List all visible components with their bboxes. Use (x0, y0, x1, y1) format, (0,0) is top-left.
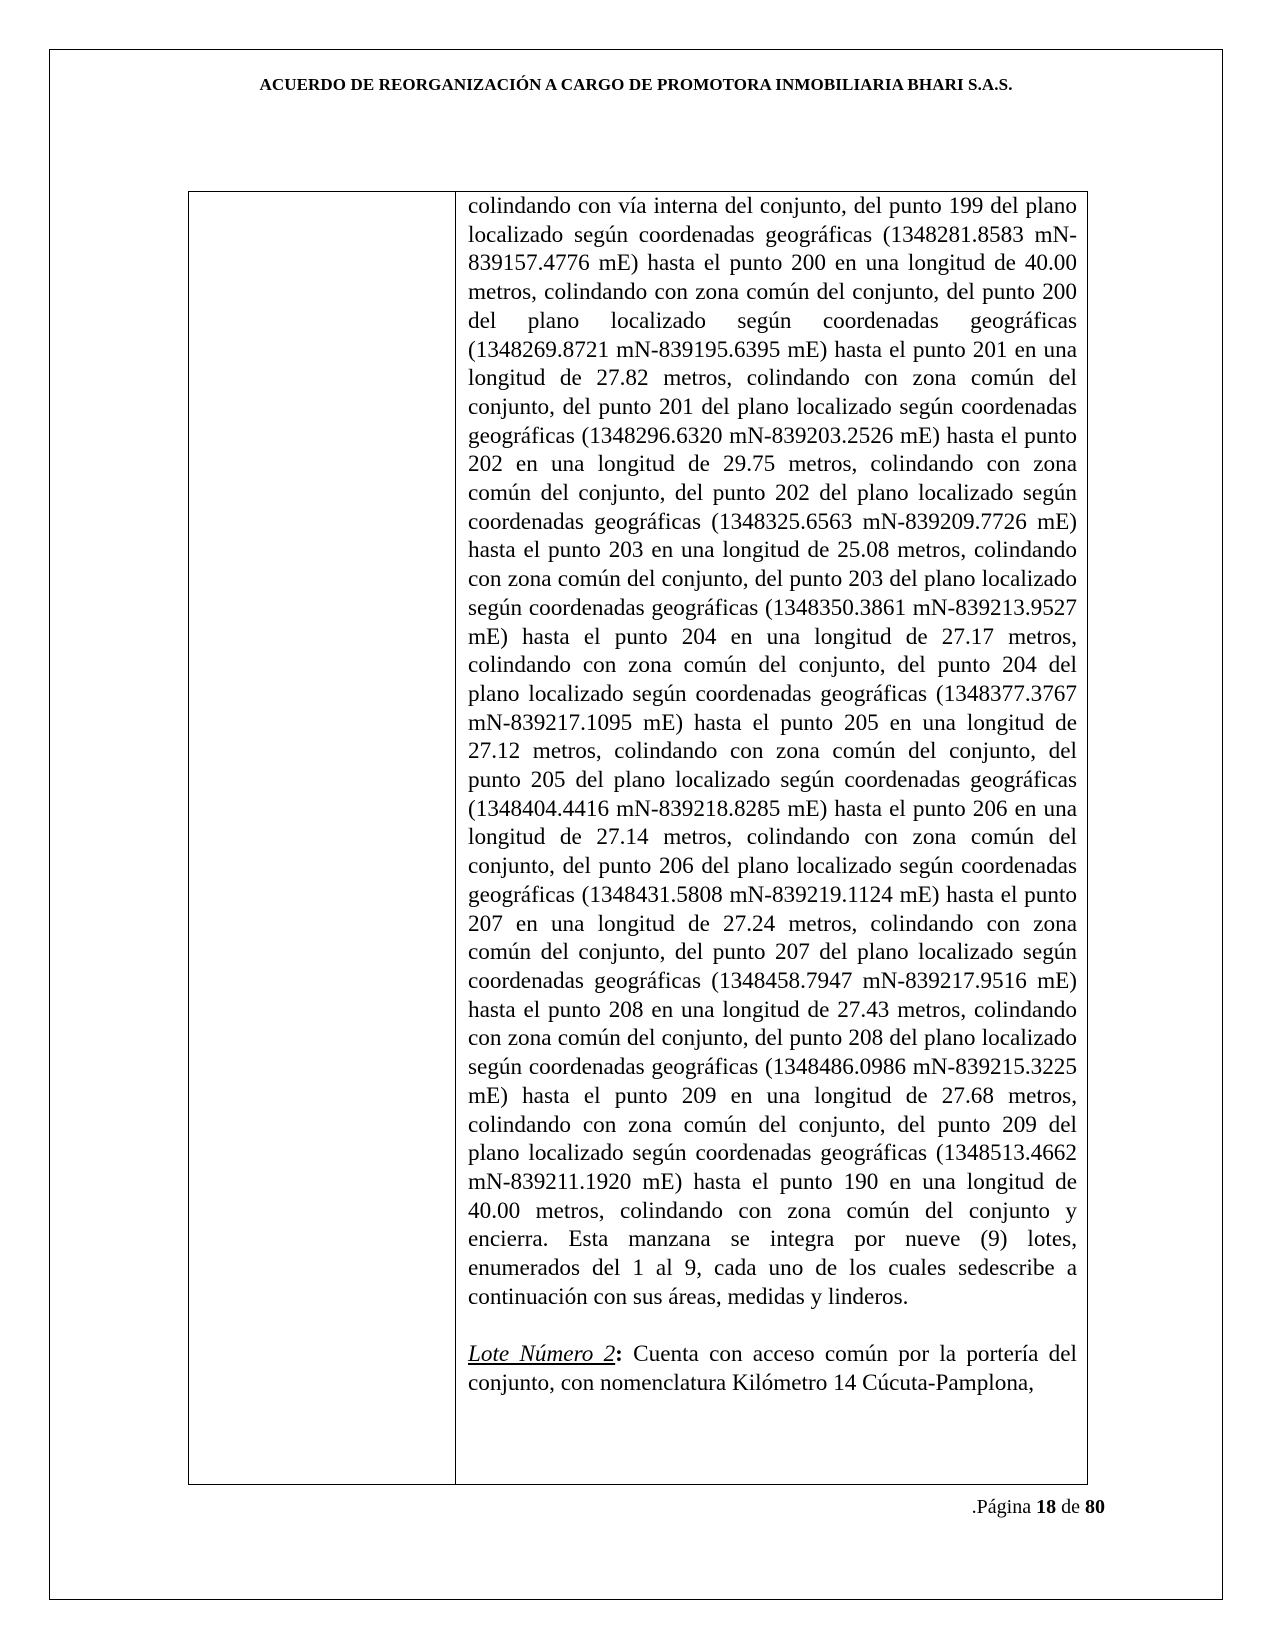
total-pages-number: 80 (1085, 1496, 1105, 1518)
table-cell-description (456, 192, 1088, 1485)
footer-of: de (1056, 1496, 1085, 1518)
document-header-title: ACUERDO DE REORGANIZACIÓN A CARGO DE PROMOTORA INMOBILIARIA BHARI S.A.S. (259, 75, 1013, 94)
lot-paragraph (468, 1340, 1077, 1397)
lot-colon: : (615, 1341, 623, 1368)
boundary-description-paragraph: colindando con vía interna del conjunto, del punto 199 del plano localizado según coordenadas geográficas (1348281.8583 mN-839157.4776 mE) hasta el punto 200 en una longitud de 40.00 metros, colindando con zona común del conjunto, del punto 200 del plano localizado según coordenadas geográficas (1348269.8721 mN-839195.6395 mE) hasta el punto 201 en una longitud de 27.82 metros, colindando con zona común del conjunto, del punto 201 del plano localizado según coordenadas geográficas (1348296.6320 mN-839203.2526 mE) hasta el punto 202 en una longitud de 29.75 metros, colindando con zona común del conjunto, del punto 202 del plano localizado según coordenadas geográficas (1348325.6563 mN-839209.7726 mE) hasta el punto 203 en una longitud de 25.08 metros, colindando con zona común del conjunto, del punto 203 del plano localizado según coordenadas geográficas (1348350.3861 mN-839213.9527 mE) hasta el punto 204 en una longitud de 27.17 metros, colindando con zona común del conjunto, del punto 204 del plano localizado según coordenadas geográficas (1348377.3767 mN-839217.1095 mE) hasta el punto 205 en una longitud de 27.12 metros, colindando con zona común del conjunto, del punto 205 del plano localizado según coordenadas geográficas (1348404.4416 mN-839218.8285 mE) hasta el punto 206 en una longitud de 27.14 metros, colindando con zona común del conjunto, del punto 206 del plano localizado según coordenadas geográficas (1348431.5808 mN-839219.1124 mE) hasta el punto 207 en una longitud de 27.24 metros, colindando con zona común del conjunto, del punto 207 del plano localizado según coordenadas geográficas (1348458.7947 mN-839217.9516 mE) hasta el punto 208 en una longitud de 27.43 metros, colindando con zona común del conjunto, del punto 208 del plano localizado según coordenadas geográficas (1348486.0986 mN-839215.3225 mE) hasta el punto 209 en una longitud de 27.68 metros, colindando con zona común del conjunto, del punto 209 del plano localizado según coordenadas geográficas (1348513.4662 mN-839211.1920 mE) hasta el punto 190 en una longitud de 40.00 metros, colindando con zona común del conjunto y encierra. Esta manzana se integra por nueve (9) lotes, enumerados del 1 al 9, cada uno de los cuales sedescribe a continuación con sus áreas, medidas y linderos. (468, 193, 1077, 1310)
table-row (189, 192, 1088, 1485)
footer-prefix: .Página (971, 1496, 1037, 1518)
table-cell-left-empty (189, 192, 456, 1485)
current-page-number: 18 (1036, 1496, 1057, 1518)
lot-description-text: Cuenta con acceso común por la portería del conjunto, con nomenclatura Kilómetro 14 Cúcuta-Pamplona, (468, 1341, 1078, 1396)
lot-label: Lote Número 2 (468, 1341, 616, 1368)
content-table (188, 191, 1088, 1485)
page-number-footer (972, 1496, 1105, 1519)
